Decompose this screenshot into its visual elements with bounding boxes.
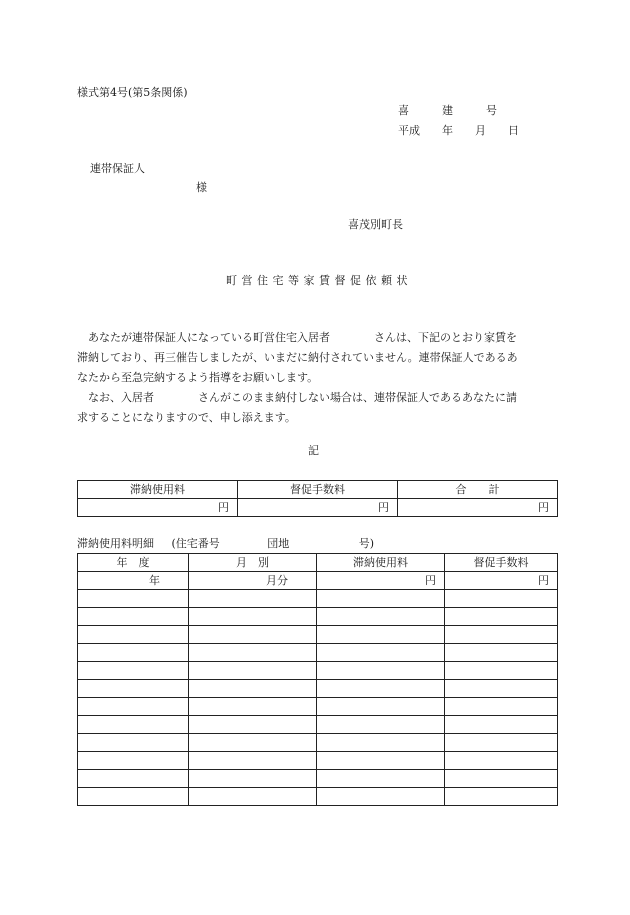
table-cell[interactable]	[317, 734, 445, 752]
table-row	[78, 626, 558, 644]
table-row	[78, 770, 558, 788]
issue-date: 平成 年 月 日	[398, 124, 519, 137]
table-cell[interactable]: 年	[78, 572, 189, 590]
table-cell[interactable]	[189, 608, 317, 626]
table-cell[interactable]: 円	[78, 499, 238, 517]
table-cell[interactable]	[78, 608, 189, 626]
table-row	[78, 752, 558, 770]
table-row	[78, 734, 558, 752]
table-row	[78, 481, 558, 499]
table-cell[interactable]	[317, 608, 445, 626]
table-cell[interactable]	[317, 716, 445, 734]
house-number-label: (住宅番号	[171, 537, 220, 550]
header-cell: 年 度	[78, 554, 189, 572]
table-cell[interactable]	[78, 716, 189, 734]
table-cell[interactable]	[445, 590, 558, 608]
table-row	[78, 499, 558, 517]
table-cell[interactable]	[317, 680, 445, 698]
header-cell: 督促手数料	[445, 554, 558, 572]
recipient-label: 連帯保証人	[90, 162, 145, 175]
estate-label: 団地	[267, 537, 290, 550]
recipient-honorific: 様	[196, 181, 207, 194]
summary-table	[77, 480, 558, 517]
ki-label: 記	[308, 444, 319, 457]
document-title: 町営住宅等家賃督促依頼状	[226, 274, 412, 287]
table-row	[78, 608, 558, 626]
table-cell[interactable]: 月分	[189, 572, 317, 590]
table-row	[78, 662, 558, 680]
table-row	[78, 698, 558, 716]
body-line: なお、入居者 さんがこのまま納付しない場合は、連帯保証人であるあなたに請	[88, 391, 517, 404]
table-cell[interactable]: 円	[445, 572, 558, 590]
body-line: なたから至急完納するよう指導をお願いします。	[77, 371, 319, 384]
detail-table	[77, 553, 558, 806]
table-cell[interactable]	[317, 626, 445, 644]
table-cell[interactable]	[78, 680, 189, 698]
table-cell[interactable]	[445, 680, 558, 698]
document-number: 喜 建 号	[398, 104, 497, 117]
detail-caption	[77, 537, 374, 551]
table-cell[interactable]	[445, 716, 558, 734]
table-cell[interactable]: 円	[317, 572, 445, 590]
table-cell[interactable]	[189, 788, 317, 806]
table-cell[interactable]	[78, 788, 189, 806]
table-cell[interactable]	[78, 752, 189, 770]
table-row	[78, 572, 558, 590]
table-cell[interactable]	[445, 734, 558, 752]
body-line: 求することになりますので、申し添えます。	[77, 411, 296, 424]
table-row	[78, 716, 558, 734]
table-row	[78, 788, 558, 806]
table-cell[interactable]	[78, 734, 189, 752]
table-cell[interactable]	[445, 770, 558, 788]
table-cell[interactable]	[317, 644, 445, 662]
form-number: 様式第4号(第5条関係)	[77, 86, 188, 99]
table-cell[interactable]	[189, 716, 317, 734]
table-row	[78, 590, 558, 608]
header-cell: 合 計	[398, 481, 558, 499]
table-cell[interactable]	[317, 698, 445, 716]
body-text	[77, 328, 557, 428]
table-cell[interactable]	[78, 644, 189, 662]
header-cell: 月 別	[189, 554, 317, 572]
table-cell[interactable]: 円	[398, 499, 558, 517]
detail-caption-label: 滞納使用料明細	[77, 537, 154, 550]
table-cell[interactable]	[445, 752, 558, 770]
table-cell[interactable]	[189, 770, 317, 788]
table-row	[78, 554, 558, 572]
table-cell[interactable]	[445, 698, 558, 716]
body-line: 滞納しており、再三催告しましたが、いまだに納付されていません。連帯保証人であるあ	[77, 351, 518, 364]
table-cell[interactable]	[189, 734, 317, 752]
table-cell[interactable]	[317, 590, 445, 608]
body-line: あなたが連帯保証人になっている町営住宅入居者 さんは、下記のとおり家賃を	[88, 331, 517, 344]
table-cell[interactable]	[78, 770, 189, 788]
table-cell[interactable]	[445, 662, 558, 680]
table-cell[interactable]	[445, 608, 558, 626]
table-cell[interactable]	[189, 752, 317, 770]
header-cell: 滞納使用料	[78, 481, 238, 499]
table-cell[interactable]	[189, 662, 317, 680]
table-cell[interactable]	[189, 626, 317, 644]
header-cell: 滞納使用料	[317, 554, 445, 572]
table-cell[interactable]: 円	[238, 499, 398, 517]
table-cell[interactable]	[445, 788, 558, 806]
table-cell[interactable]	[317, 788, 445, 806]
table-cell[interactable]	[189, 680, 317, 698]
table-cell[interactable]	[317, 770, 445, 788]
table-cell[interactable]	[189, 644, 317, 662]
table-row	[78, 680, 558, 698]
table-cell[interactable]	[78, 698, 189, 716]
table-row	[78, 644, 558, 662]
table-cell[interactable]	[78, 662, 189, 680]
table-cell[interactable]	[189, 590, 317, 608]
sender-name: 喜茂別町長	[348, 218, 403, 231]
table-cell[interactable]	[445, 644, 558, 662]
table-cell[interactable]	[445, 626, 558, 644]
table-cell[interactable]	[317, 752, 445, 770]
table-cell[interactable]	[78, 626, 189, 644]
table-cell[interactable]	[189, 698, 317, 716]
header-cell: 督促手数料	[238, 481, 398, 499]
table-cell[interactable]	[78, 590, 189, 608]
number-label: 号)	[358, 537, 375, 550]
table-cell[interactable]	[317, 662, 445, 680]
